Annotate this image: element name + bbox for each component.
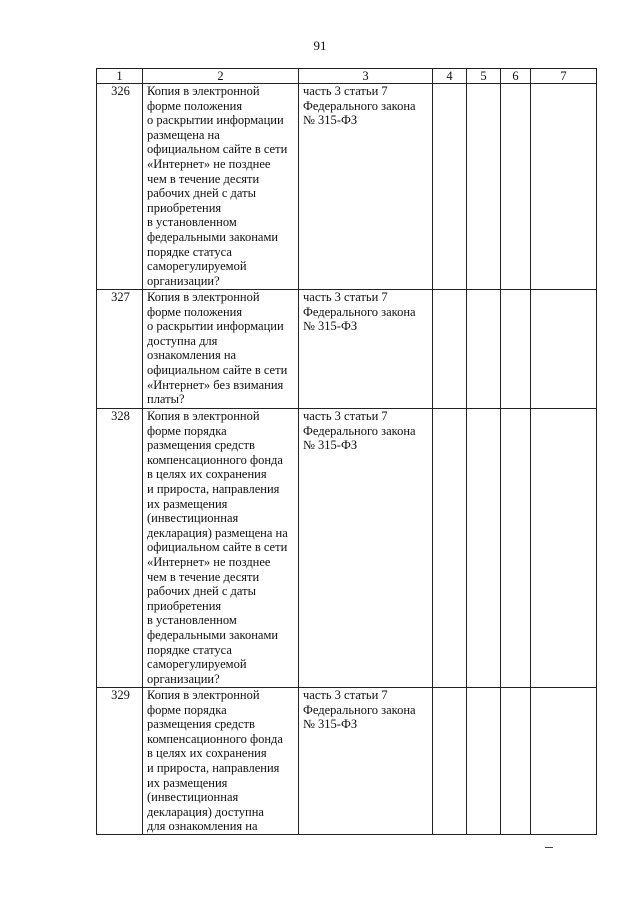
table-row [97,409,597,688]
question-text: Копия в электронной форме положения о раскрытии информации доступна для ознакомления на официальном сайте в сети «Интернет» без взимания платы? [143,290,299,409]
legal-basis: часть 3 статьи 7 Федерального закона № 315-ФЗ [299,688,433,835]
row-number: 328 [97,409,143,688]
column-header-7: 7 [531,69,597,84]
table-row [97,290,597,409]
answer-cell-6 [501,290,531,409]
answer-cell-5 [467,409,501,688]
table-row [97,688,597,835]
answer-cell-5 [467,688,501,835]
answer-cell-5 [467,84,501,290]
answer-cell-7 [531,688,597,835]
column-header-3: 3 [299,69,433,84]
answer-cell-7 [531,84,597,290]
column-header-1: 1 [97,69,143,84]
question-text: Копия в электронной форме порядка размещения средств компенсационного фонда в целях их сохранения и прироста, направления их размещения (инвестиционная декларация) доступна для ознакомления на [143,688,299,835]
column-header-6: 6 [501,69,531,84]
row-number: 329 [97,688,143,835]
page-number: 91 [313,38,327,53]
legal-basis: часть 3 статьи 7 Федерального закона № 315-ФЗ [299,290,433,409]
answer-cell-6 [501,84,531,290]
table-row [97,84,597,290]
answer-cell-6 [501,688,531,835]
question-text: Копия в электронной форме положения о раскрытии информации размещена на официальном сайте в сети «Интернет» не позднее чем в течение десяти рабочих дней с даты приобретения в установленном федеральными законами порядке статуса саморегулируемой организации? [143,84,299,290]
question-text: Копия в электронной форме порядка размещения средств компенсационного фонда в целях их сохранения и прироста, направления их размещения (инвестиционная декларация) размещена на официальном сайте в сети «Интернет» не позднее чем в течение десяти рабочих дней с даты приобретения в установленном федеральными законами порядке статуса саморегулируемой организации? [143,409,299,688]
answer-cell-4 [433,409,467,688]
answer-cell-4 [433,290,467,409]
column-header-2: 2 [143,69,299,84]
answer-cell-5 [467,290,501,409]
answer-cell-6 [501,409,531,688]
row-number: 327 [97,290,143,409]
legal-basis: часть 3 статьи 7 Федерального закона № 315-ФЗ [299,409,433,688]
column-header-4: 4 [433,69,467,84]
checklist-table [96,68,597,835]
answer-cell-4 [433,688,467,835]
scan-artifact [545,847,553,848]
column-header-5: 5 [467,69,501,84]
answer-cell-7 [531,290,597,409]
answer-cell-4 [433,84,467,290]
answer-cell-7 [531,409,597,688]
row-number: 326 [97,84,143,290]
header-row [97,69,597,84]
legal-basis: часть 3 статьи 7 Федерального закона № 315-ФЗ [299,84,433,290]
